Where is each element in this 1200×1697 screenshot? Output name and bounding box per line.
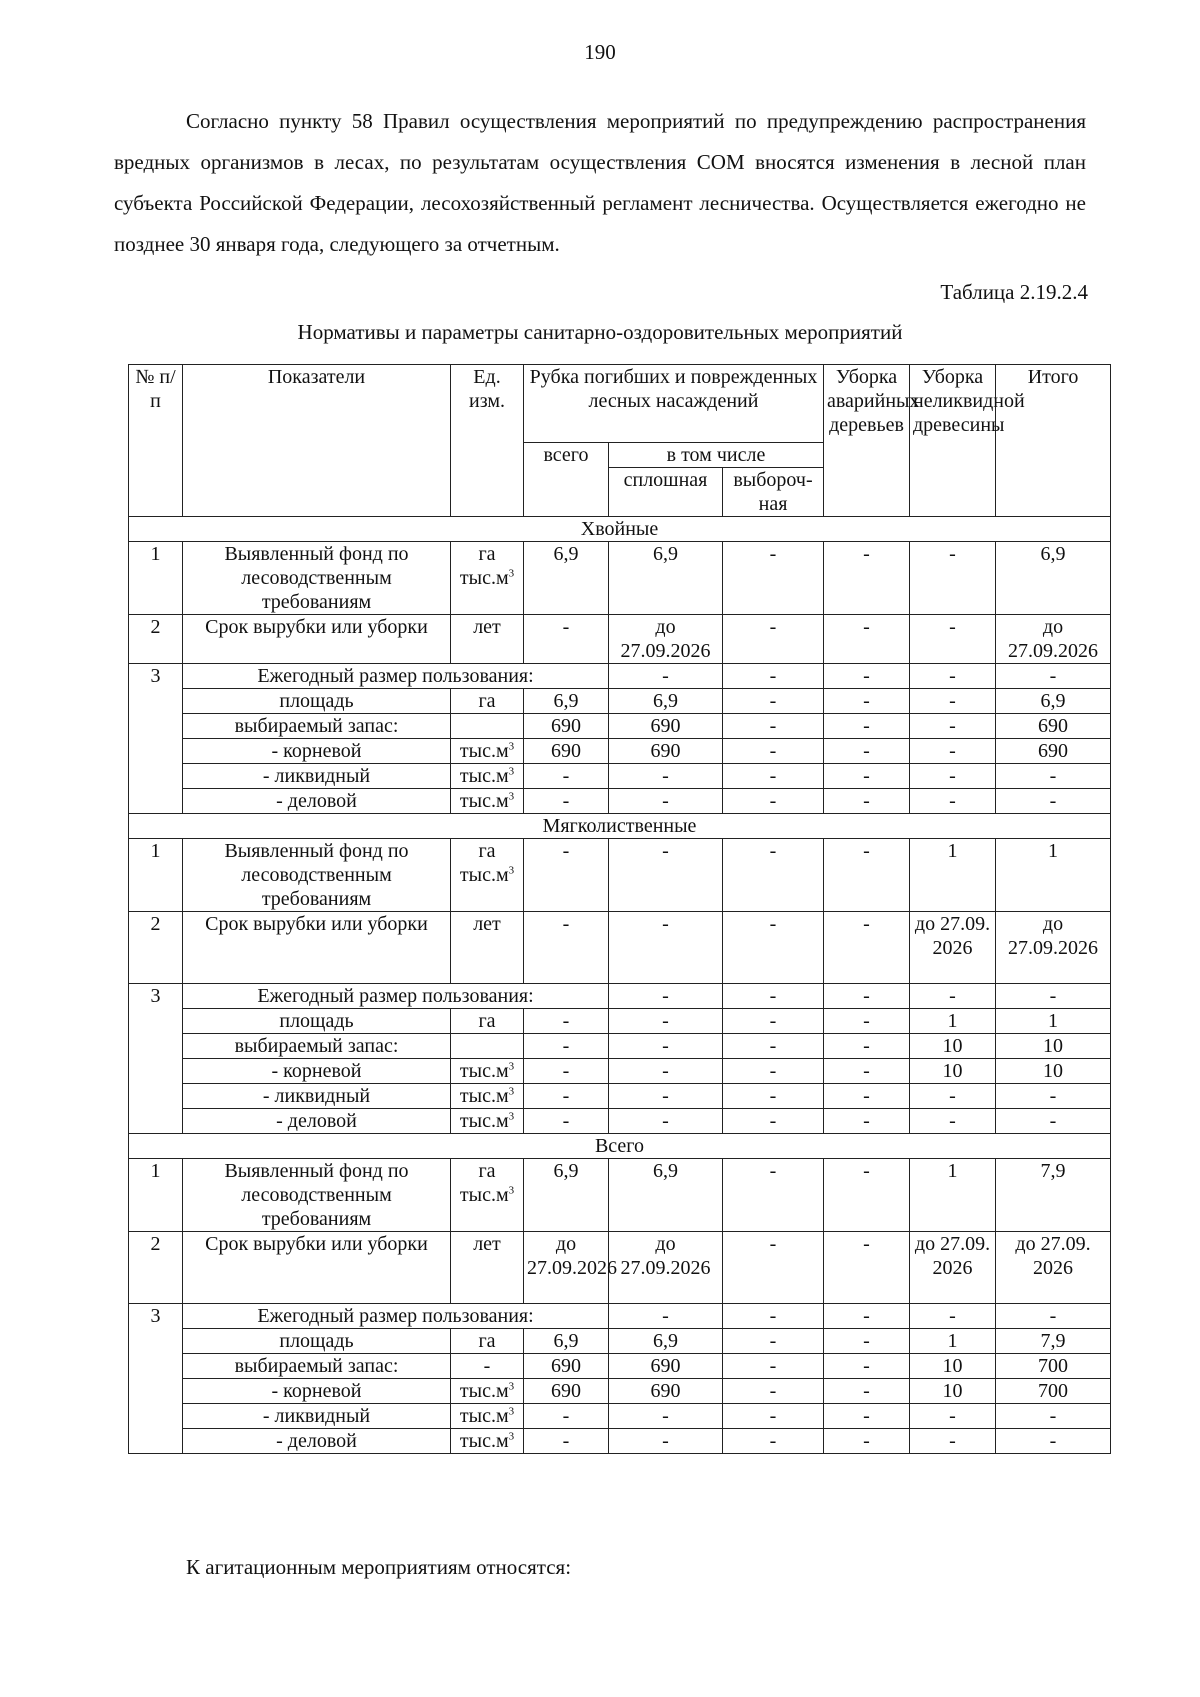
value-cell: - [910, 664, 996, 689]
value-cell: - [723, 1429, 824, 1454]
table-row [129, 1009, 1111, 1034]
unit-superscript: 3 [508, 1380, 515, 1393]
value-cell: - [524, 839, 609, 912]
value-cell: до 27.09. 2026 [996, 1232, 1111, 1304]
row-label-stock: выбираемый запас: [183, 1354, 451, 1379]
row-num: 2 [129, 1232, 183, 1304]
value-cell: - [824, 664, 910, 689]
value-cell: 10 [996, 1059, 1111, 1084]
value-cell: - [824, 689, 910, 714]
value-cell: - [723, 1304, 824, 1329]
value-cell: - [723, 689, 824, 714]
value-cell: - [824, 1354, 910, 1379]
unit-cell [451, 1034, 524, 1059]
value-cell: 10 [996, 1034, 1111, 1059]
value-cell: - [910, 739, 996, 764]
value-cell: - [609, 839, 723, 912]
table-row [129, 1059, 1111, 1084]
header-unit: Ед. изм. [451, 365, 524, 517]
value-cell: 690 [524, 1379, 609, 1404]
row-label-area: площадь [183, 1329, 451, 1354]
unit-superscript: 3 [508, 1184, 515, 1197]
table-row [129, 1159, 1111, 1232]
value-cell: - [524, 1059, 609, 1084]
unit-cell: $тыс.м^3$ [451, 1429, 524, 1454]
row-num: 1 [129, 839, 183, 912]
row-label-annual: Ежегодный размер пользования: [183, 1304, 609, 1329]
table-row [129, 1404, 1111, 1429]
table-row [129, 1379, 1111, 1404]
unit-cell: га $тыс.м^3$ [451, 1159, 524, 1232]
value-cell: 10 [910, 1034, 996, 1059]
value-cell: 690 [524, 714, 609, 739]
value-cell: - [723, 1084, 824, 1109]
value-cell: 1 [996, 839, 1111, 912]
value-cell: - [609, 1404, 723, 1429]
value-cell: до 27.09.2026 [609, 615, 723, 664]
value-cell: 700 [996, 1379, 1111, 1404]
value-cell: 6,9 [524, 689, 609, 714]
value-cell: - [824, 1329, 910, 1354]
value-cell: - [524, 1084, 609, 1109]
value-cell: - [609, 912, 723, 984]
value-cell: 690 [524, 1354, 609, 1379]
value-cell: - [524, 1429, 609, 1454]
value-cell: - [824, 1034, 910, 1059]
value-cell: - [609, 1109, 723, 1134]
value-cell: - [824, 1379, 910, 1404]
unit-superscript: 3 [508, 1430, 515, 1443]
value-cell: - [910, 984, 996, 1009]
table-row [129, 714, 1111, 739]
value-cell: - [824, 542, 910, 615]
header-selective: выбороч-ная [723, 468, 824, 517]
value-cell: - [609, 1034, 723, 1059]
table-row [129, 739, 1111, 764]
value-cell: - [723, 1109, 824, 1134]
value-cell: 690 [524, 739, 609, 764]
unit-cell: $тыс.м^3$ [451, 1379, 524, 1404]
value-cell: - [824, 984, 910, 1009]
unit-cell: $тыс.м^3$ [451, 1084, 524, 1109]
value-cell: до 27.09. 2026 [910, 1232, 996, 1304]
row-label-liquid: - ликвидный [183, 764, 451, 789]
table-row [129, 789, 1111, 814]
table-row [129, 542, 1111, 615]
unit-superscript: 3 [508, 567, 515, 580]
value-cell: - [524, 912, 609, 984]
unit-superscript: 3 [508, 1060, 515, 1073]
page-number: 190 [584, 40, 616, 64]
table-row [129, 1084, 1111, 1109]
value-cell: - [723, 789, 824, 814]
row-label-area: площадь [183, 1009, 451, 1034]
value-cell: - [910, 615, 996, 664]
value-cell: - [723, 764, 824, 789]
value-cell: - [996, 664, 1111, 689]
value-cell: - [824, 1084, 910, 1109]
value-cell: - [609, 1304, 723, 1329]
value-cell: 10 [910, 1354, 996, 1379]
section-title: Хвойные [129, 517, 1111, 542]
value-cell: - [910, 542, 996, 615]
value-cell: - [723, 839, 824, 912]
table-row [129, 984, 1111, 1009]
value-cell: 6,9 [996, 542, 1111, 615]
row-label-term: Срок вырубки или уборки [183, 912, 451, 984]
table-row [129, 839, 1111, 912]
value-cell: - [910, 764, 996, 789]
value-cell: - [996, 984, 1111, 1009]
value-cell: 1 [910, 1159, 996, 1232]
table-row [129, 1109, 1111, 1134]
header-itogo: Итого [996, 365, 1111, 517]
header-emergency: Уборка аварийных деревьев [824, 365, 910, 517]
value-cell: - [609, 664, 723, 689]
value-cell: до 27.09.2026 [609, 1232, 723, 1304]
value-cell: - [996, 1304, 1111, 1329]
row-label-business: - деловой [183, 1429, 451, 1454]
value-cell: 690 [996, 739, 1111, 764]
value-cell: 690 [609, 1354, 723, 1379]
row-label-fund: Выявленный фонд по лесоводственным требованиям [183, 839, 451, 912]
value-cell: - [723, 1059, 824, 1084]
value-cell: - [723, 615, 824, 664]
unit-superscript: 3 [508, 740, 515, 753]
row-label-area: площадь [183, 689, 451, 714]
value-cell: 7,9 [996, 1159, 1111, 1232]
value-cell: - [996, 789, 1111, 814]
unit-cell: га $тыс.м^3$ [451, 542, 524, 615]
row-label-fund: Выявленный фонд по лесоводственным требованиям [183, 1159, 451, 1232]
row-num: 2 [129, 615, 183, 664]
table-title: Нормативы и параметры санитарно-оздоровительных мероприятий [297, 320, 903, 344]
value-cell: - [524, 1034, 609, 1059]
value-cell: 6,9 [609, 542, 723, 615]
section-title: Мягколиственные [129, 814, 1111, 839]
value-cell: - [996, 1084, 1111, 1109]
value-cell: - [824, 912, 910, 984]
value-cell: - [824, 1404, 910, 1429]
unit-cell: га [451, 1329, 524, 1354]
value-cell: 6,9 [609, 1329, 723, 1354]
value-cell: - [609, 1059, 723, 1084]
table-row [129, 689, 1111, 714]
value-cell: - [824, 1232, 910, 1304]
value-cell: - [910, 1084, 996, 1109]
value-cell: - [723, 542, 824, 615]
value-cell: - [723, 1159, 824, 1232]
value-cell: - [824, 839, 910, 912]
table-row [129, 1429, 1111, 1454]
unit-cell: лет [451, 615, 524, 664]
value-cell: - [824, 789, 910, 814]
value-cell: 1 [910, 1329, 996, 1354]
row-label-liquid: - ликвидный [183, 1084, 451, 1109]
value-cell: - [910, 789, 996, 814]
header-num: № п/п [129, 365, 183, 517]
row-label-root: - корневой [183, 1379, 451, 1404]
value-cell: - [910, 1429, 996, 1454]
value-cell: - [910, 1404, 996, 1429]
body-paragraph: Согласно пункту 58 Правил осуществления мероприятий по предупреждению распространения вредных организмов в лесах, по результатам осуществления СОМ вносятся изменения в лесной план субъекта Российской Федерации, лесохозяйственный регламент лесничества. Осуществляется ежегодно не позднее 30 января года, следующего за отчетным. [114, 109, 1086, 256]
value-cell: - [910, 1304, 996, 1329]
value-cell: - [723, 1034, 824, 1059]
value-cell: - [609, 764, 723, 789]
unit-cell: га $тыс.м^3$ [451, 839, 524, 912]
value-cell: 6,9 [524, 1159, 609, 1232]
table-row [129, 1304, 1111, 1329]
row-label-liquid: - ликвидный [183, 1404, 451, 1429]
value-cell: 6,9 [524, 542, 609, 615]
value-cell: - [824, 1109, 910, 1134]
unit-superscript: 3 [508, 790, 515, 803]
value-cell: до 27.09.2026 [996, 912, 1111, 984]
value-cell: 6,9 [609, 689, 723, 714]
value-cell: - [723, 912, 824, 984]
value-cell: - [723, 1404, 824, 1429]
table-row [129, 1329, 1111, 1354]
value-cell: - [824, 1429, 910, 1454]
value-cell: - [723, 664, 824, 689]
value-cell: - [723, 1379, 824, 1404]
value-cell: - [824, 1059, 910, 1084]
value-cell: - [824, 1304, 910, 1329]
value-cell: - [723, 984, 824, 1009]
row-label-stock: выбираемый запас: [183, 1034, 451, 1059]
header-clear: сплошная [609, 468, 723, 517]
row-num: 3 [129, 664, 183, 814]
unit-cell: га [451, 689, 524, 714]
value-cell: - [524, 1109, 609, 1134]
value-cell: 690 [996, 714, 1111, 739]
value-cell: 1 [910, 839, 996, 912]
unit-cell: - [451, 1354, 524, 1379]
row-label-business: - деловой [183, 1109, 451, 1134]
table-row [129, 912, 1111, 984]
row-num: 3 [129, 1304, 183, 1454]
unit-cell: $тыс.м^3$ [451, 1109, 524, 1134]
table-row [129, 1354, 1111, 1379]
header-felling: Рубка погибших и поврежденных лесных насаждений [524, 365, 824, 443]
value-cell: - [723, 739, 824, 764]
unit-cell: лет [451, 1232, 524, 1304]
row-num: 3 [129, 984, 183, 1134]
value-cell: - [824, 1009, 910, 1034]
row-label-annual: Ежегодный размер пользования: [183, 664, 609, 689]
value-cell: до 27.09.2026 [524, 1232, 609, 1304]
header-indicators: Показатели [183, 365, 451, 517]
unit-superscript: 3 [508, 1110, 515, 1123]
unit-cell: $тыс.м^3$ [451, 789, 524, 814]
value-cell: - [910, 1109, 996, 1134]
unit-cell: га [451, 1009, 524, 1034]
unit-superscript: 3 [508, 1405, 515, 1418]
table-row [129, 764, 1111, 789]
value-cell: 6,9 [996, 689, 1111, 714]
row-label-stock: выбираемый запас: [183, 714, 451, 739]
value-cell: 690 [609, 739, 723, 764]
row-num: 1 [129, 542, 183, 615]
value-cell: 7,9 [996, 1329, 1111, 1354]
value-cell: - [723, 1009, 824, 1034]
unit-cell [451, 714, 524, 739]
value-cell: - [996, 764, 1111, 789]
row-label-term: Срок вырубки или уборки [183, 1232, 451, 1304]
value-cell: - [824, 764, 910, 789]
table-row [129, 1034, 1111, 1059]
value-cell: - [524, 615, 609, 664]
value-cell: - [996, 1109, 1111, 1134]
value-cell: - [524, 764, 609, 789]
footer-text: К агитационным мероприятиям относятся: [186, 1555, 572, 1579]
value-cell: - [609, 1009, 723, 1034]
value-cell: - [996, 1429, 1111, 1454]
unit-cell: $тыс.м^3$ [451, 739, 524, 764]
unit-cell: $тыс.м^3$ [451, 1404, 524, 1429]
table-row [129, 1232, 1111, 1304]
value-cell: - [723, 1329, 824, 1354]
value-cell: - [524, 1009, 609, 1034]
row-num: 2 [129, 912, 183, 984]
value-cell: 1 [996, 1009, 1111, 1034]
value-cell: - [824, 1159, 910, 1232]
value-cell: - [996, 1404, 1111, 1429]
value-cell: до 27.09.2026 [996, 615, 1111, 664]
value-cell: - [824, 739, 910, 764]
table-number: Таблица 2.19.2.4 [940, 280, 1088, 304]
header-including: в том числе [609, 443, 824, 468]
row-label-root: - корневой [183, 739, 451, 764]
value-cell: - [609, 789, 723, 814]
unit-superscript: 3 [508, 864, 515, 877]
value-cell: - [723, 1354, 824, 1379]
unit-superscript: 3 [508, 1085, 515, 1098]
value-cell: до 27.09. 2026 [910, 912, 996, 984]
value-cell: - [609, 984, 723, 1009]
value-cell: 6,9 [524, 1329, 609, 1354]
value-cell: 10 [910, 1379, 996, 1404]
header-total-col: всего [524, 443, 609, 517]
table-row [129, 664, 1111, 689]
table-row [129, 615, 1111, 664]
unit-cell: лет [451, 912, 524, 984]
value-cell: - [524, 789, 609, 814]
value-cell: - [524, 1404, 609, 1429]
value-cell: - [910, 714, 996, 739]
value-cell: 1 [910, 1009, 996, 1034]
value-cell: - [723, 1232, 824, 1304]
row-num: 1 [129, 1159, 183, 1232]
value-cell: 690 [609, 1379, 723, 1404]
value-cell: - [609, 1429, 723, 1454]
row-label-term: Срок вырубки или уборки [183, 615, 451, 664]
value-cell: - [609, 1084, 723, 1109]
value-cell: - [824, 714, 910, 739]
unit-cell: $тыс.м^3$ [451, 1059, 524, 1084]
unit-cell: $тыс.м^3$ [451, 764, 524, 789]
row-label-fund: Выявленный фонд по лесоводственным требованиям [183, 542, 451, 615]
row-label-business: - деловой [183, 789, 451, 814]
row-label-root: - корневой [183, 1059, 451, 1084]
value-cell: - [824, 615, 910, 664]
value-cell: 6,9 [609, 1159, 723, 1232]
row-label-annual: Ежегодный размер пользования: [183, 984, 609, 1009]
value-cell: 700 [996, 1354, 1111, 1379]
value-cell: 10 [910, 1059, 996, 1084]
norms-table [128, 364, 1111, 1454]
value-cell: - [723, 714, 824, 739]
unit-superscript: 3 [508, 765, 515, 778]
header-illiquid: Уборка неликвидной древесины [910, 365, 996, 517]
value-cell: - [910, 689, 996, 714]
section-title: Всего [129, 1134, 1111, 1159]
value-cell: 690 [609, 714, 723, 739]
